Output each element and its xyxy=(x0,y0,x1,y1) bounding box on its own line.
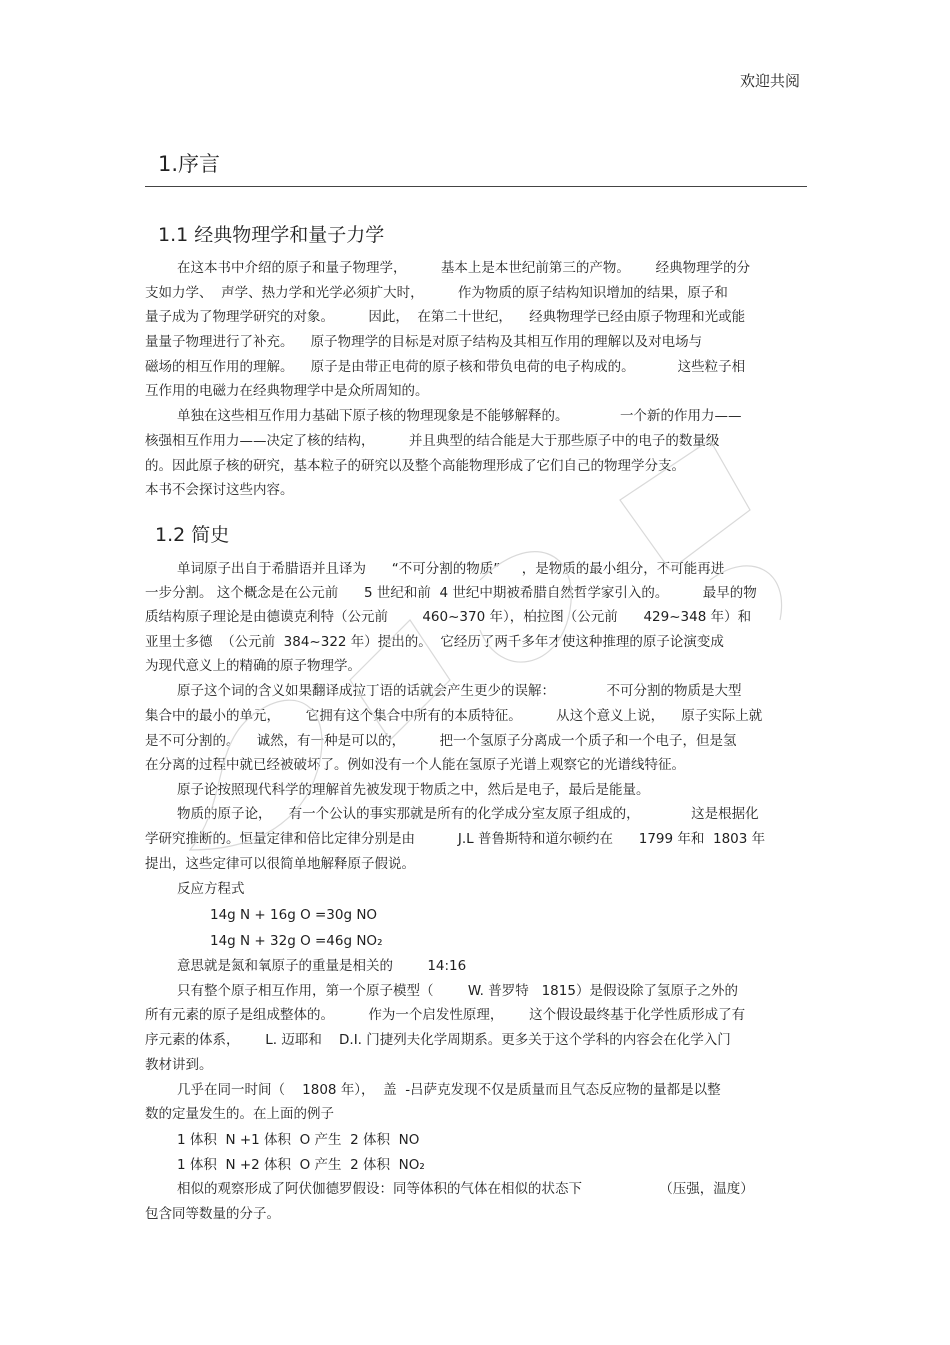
paragraph-line: 互作用的电磁力在经典物理学中是众所周知的。 xyxy=(145,383,429,399)
paragraph-line: 为现代意义上的精确的原子物理学。 xyxy=(145,658,361,674)
chapter-divider xyxy=(145,186,807,187)
paragraph-line: 核强相互作用力——决定了核的结构， 并且典型的结合能是大于那些原子中的电子的数量级 xyxy=(145,433,720,449)
paragraph-line: 磁场的相互作用的理解。 原子是由带正电荷的原子核和带负电荷的电子构成的。 这些粒子相 xyxy=(145,359,746,375)
paragraph-line: 原子论按照现代科学的理解首先被发现于物质之中，然后是电子，最后是能量。 xyxy=(177,782,650,798)
paragraph-line: 在分离的过程中就已经被破坏了。例如没有一个人能在氢原子光谱上观察它的光谱线特征。 xyxy=(145,757,685,773)
paragraph-line: 量子成为了物理学研究的对象。 因此， 在第二十世纪， 经典物理学已经由原子物理和光或能 xyxy=(145,309,746,325)
paragraph-line: 只有整个原子相互作用，第一个原子模型（ W. 普罗特 1815）是假设除了氢原子之外的 xyxy=(177,983,738,999)
section-title-classical-quantum: 1.1 经典物理学和量子力学 xyxy=(158,224,385,246)
reaction-equation: 14g N + 16g O =30g NO xyxy=(210,907,378,923)
paragraph-line: 在这本书中介绍的原子和量子物理学， 基本上是本世纪前第三的产物。 经典物理学的分 xyxy=(177,260,751,276)
header-label: 欢迎共阅 xyxy=(739,72,800,90)
paragraph-line: 包含同等数量的分子。 xyxy=(145,1206,280,1222)
paragraph-line: 支如力学、 声学、热力学和光学必须扩大时， 作为物质的原子结构知识增加的结果，原子和 xyxy=(145,285,728,301)
paragraph-line: 单词原子出自于希腊语并且译为 “不可分割的物质” ，是物质的最小组分，不可能再进 xyxy=(177,561,725,577)
paragraph-line: 序元素的体系， L. 迈耶和 D.I. 门捷列夫化学周期系。更多关于这个学科的内容会在化学入门 xyxy=(145,1032,731,1048)
paragraph-line: 意思就是氮和氧原子的重量是相关的 14:16 xyxy=(177,958,467,974)
paragraph-line: 一步分割。 这个概念是在公元前 5 世纪和前 4 世纪中期被希腊自然哲学家引入的。 最早的物 xyxy=(145,585,757,601)
reaction-equation: 14g N + 32g O =46g NO₂ xyxy=(210,933,383,949)
paragraph-line: 反应方程式 xyxy=(177,881,245,897)
paragraph-line: 物质的原子论， 有一个公认的事实那就是所有的化学成分室友原子组成的， 这是根据化 xyxy=(177,806,759,822)
paragraph-line: 原子这个词的含义如果翻译成拉丁语的话就会产生更少的误解： 不可分割的物质是大型 xyxy=(177,683,742,699)
paragraph-line: 量量子物理进行了补充。 原子物理学的目标是对原子结构及其相互作用的理解以及对电场与 xyxy=(145,334,703,350)
paragraph-line: 本书不会探讨这些内容。 xyxy=(145,482,294,498)
paragraph-line: 的。因此原子核的研究，基本粒子的研究以及整个高能物理形成了它们自己的物理学分支。 xyxy=(145,458,685,474)
paragraph-line: 几乎在同一时间（ 1808 年）， 盖 -吕萨克发现不仅是质量而且气态反应物的量都是以整 xyxy=(177,1082,721,1098)
paragraph-line: 学研究推断的。恒量定律和倍比定律分别是由 J.L 普鲁斯特和道尔顿约在 1799 年和 1803 年 xyxy=(145,831,766,847)
paragraph-line: 是不可分割的。 诚然，有一种是可以的， 把一个氢原子分离成一个质子和一个电子，但是氢 xyxy=(145,733,737,749)
paragraph-line: 数的定量发生的。在上面的例子 xyxy=(145,1106,334,1122)
paragraph-line: 集合中的最小的单元， 它拥有这个集合中所有的本质特征。 从这个意义上说， 原子实际上就 xyxy=(145,708,763,724)
paragraph-line: 质结构原子理论是由德谟克利特（公元前 460~370 年），柏拉图（公元前 429~348 年）和 xyxy=(145,609,752,625)
section-title-history: 1.2 简史 xyxy=(155,524,230,546)
volume-equation: 1 体积 N +1 体积 O 产生 2 体积 NO xyxy=(177,1132,420,1148)
volume-equation: 1 体积 N +2 体积 O 产生 2 体积 NO₂ xyxy=(177,1157,425,1173)
paragraph-line: 教材讲到。 xyxy=(145,1057,213,1073)
chapter-title: 1.序言 xyxy=(158,152,221,176)
paragraph-line: 单独在这些相互作用力基础下原子核的物理现象是不能够解释的。 一个新的作用力—— xyxy=(177,408,742,424)
paragraph-line: 亚里士多德 （公元前 384~322 年）提出的。 它经历了两千多年才使这种推理的原子论演变成 xyxy=(145,634,724,650)
paragraph-line: 所有元素的原子是组成整体的。 作为一个启发性原理， 这个假设最终基于化学性质形成了有 xyxy=(145,1007,746,1023)
paragraph-line: 相似的观察形成了阿伏伽德罗假设：同等体积的气体在相似的状态下 （压强，温度） xyxy=(177,1181,754,1197)
paragraph-line: 提出，这些定律可以很简单地解释原子假说。 xyxy=(145,856,415,872)
